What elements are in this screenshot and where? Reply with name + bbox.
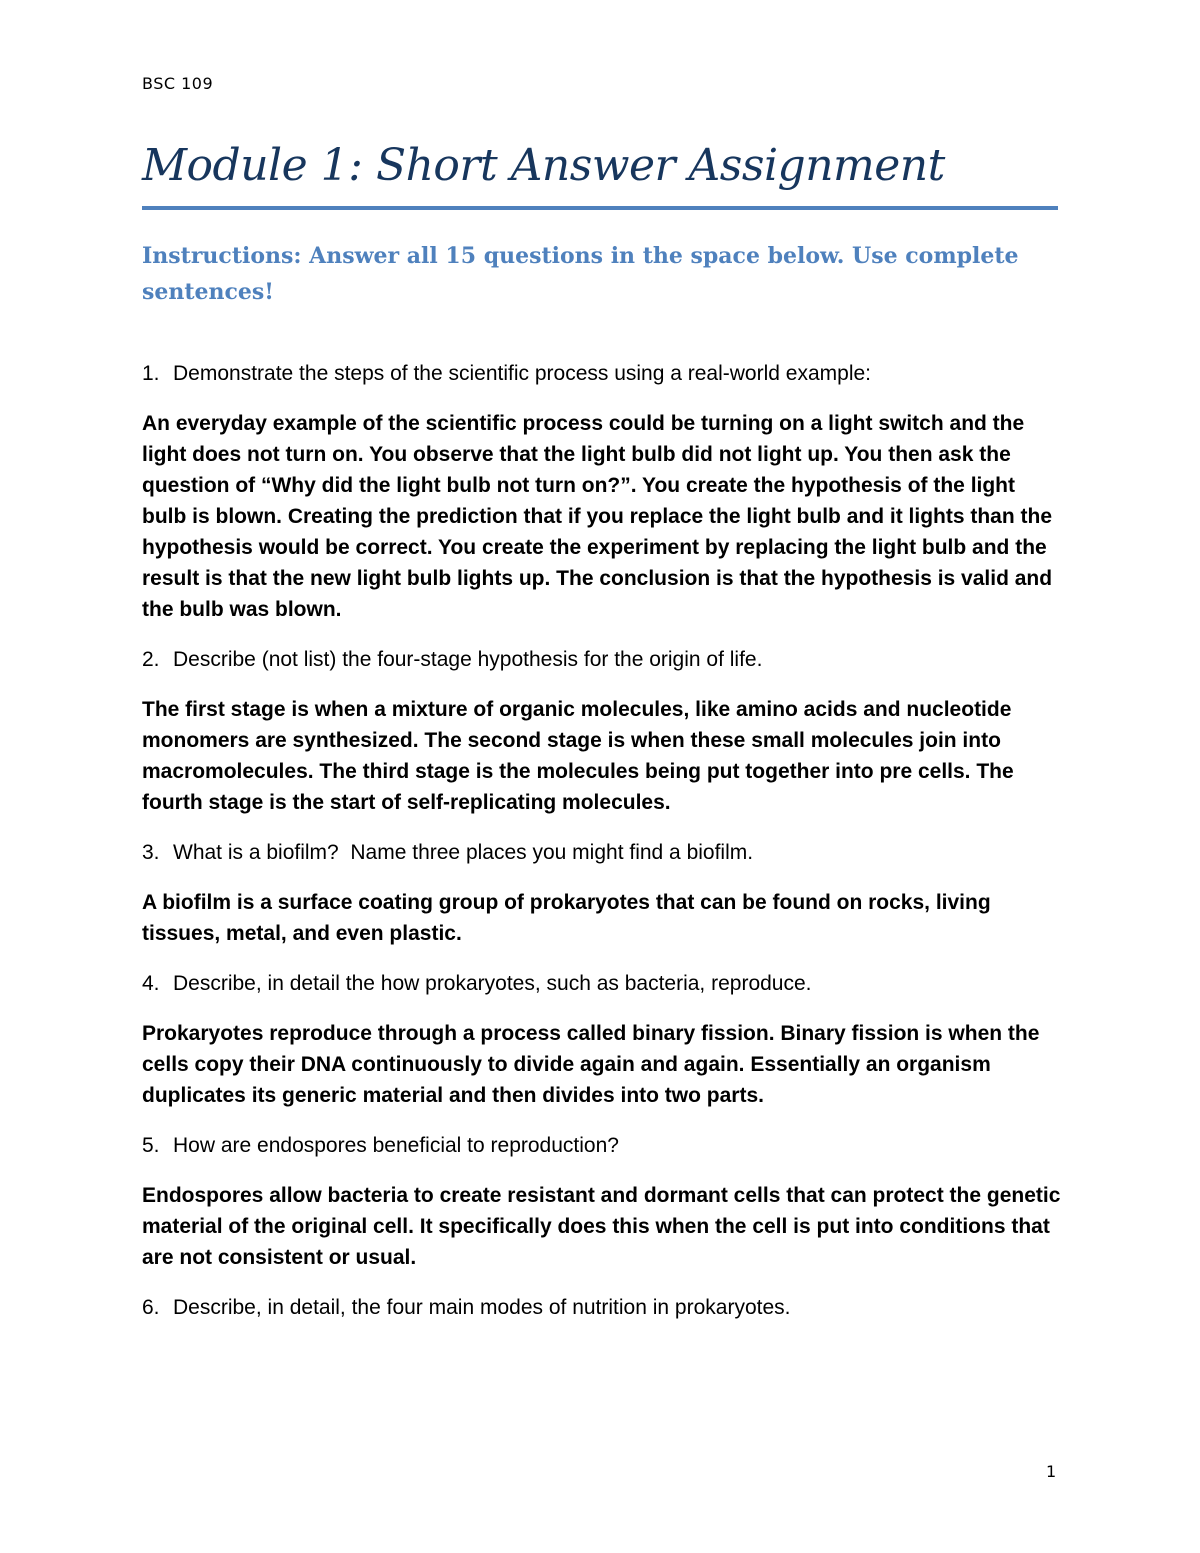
- question-text: Describe (not list) the four-stage hypothesis for the origin of life.: [173, 648, 763, 671]
- instructions: Instructions: Answer all 15 questions in the space below. Use complete sentences!: [142, 243, 1019, 305]
- question-number: 4.: [142, 972, 160, 995]
- answer-2: The first stage is when a mixture of organic molecules, like amino acids and nucleotide monomers are synthesized. The second stage is when these small molecules join into macromolecules. The third stage is the molecules being put together into pre cells. The fourth stage is the start of self-replicating molecules.: [142, 698, 1014, 814]
- course-code: BSC 109: [142, 74, 214, 93]
- question-1: [142, 358, 1062, 389]
- question-6: [142, 1292, 1062, 1323]
- question-number: 5.: [142, 1134, 160, 1157]
- question-number: 6.: [142, 1296, 160, 1319]
- answer-3: A biofilm is a surface coating group of prokaryotes that can be found on rocks, living tissues, metal, and even plastic.: [142, 891, 991, 945]
- question-text: Describe, in detail, the four main modes of nutrition in prokaryotes.: [173, 1296, 791, 1319]
- page-title: Module 1: Short Answer Assignment: [142, 140, 945, 191]
- question-4: [142, 968, 1062, 999]
- question-number: 1.: [142, 362, 160, 385]
- question-text: Describe, in detail the how prokaryotes, such as bacteria, reproduce.: [173, 972, 812, 995]
- question-3: [142, 837, 1062, 868]
- question-answer-list: [142, 358, 1062, 1342]
- question-number: 3.: [142, 841, 160, 864]
- answer-5: Endospores allow bacteria to create resistant and dormant cells that can protect the genetic material of the original cell. It specifically does this when the cell is put into conditions that are not consistent or usual.: [142, 1184, 1061, 1269]
- title-underline: [142, 206, 1058, 210]
- question-text: How are endospores beneficial to reproduction?: [173, 1134, 619, 1157]
- question-text: What is a biofilm? Name three places you might find a biofilm.: [173, 841, 754, 864]
- answer-1: An everyday example of the scientific process could be turning on a light switch and the light does not turn on. You observe that the light bulb did not light up. You then ask the question of “Why did the light bulb not turn on?”. You create the hypothesis of the light bulb is blown. Creating the prediction that if you replace the light bulb and it lights than the hypothesis would be correct. You create the experiment by replacing the light bulb and the result is that the new light bulb lights up. The conclusion is that the hypothesis is valid and the bulb was blown.: [142, 412, 1053, 621]
- answer-4: Prokaryotes reproduce through a process called binary fission. Binary fission is when the cells copy their DNA continuously to divide again and again. Essentially an organism duplicates its generic material and then divides into two parts.: [142, 1022, 1040, 1107]
- question-5: [142, 1130, 1062, 1161]
- question-number: 2.: [142, 648, 160, 671]
- page-number: 1: [1046, 1462, 1057, 1481]
- question-text: Demonstrate the steps of the scientific process using a real-world example:: [173, 362, 871, 385]
- question-2: [142, 644, 1062, 675]
